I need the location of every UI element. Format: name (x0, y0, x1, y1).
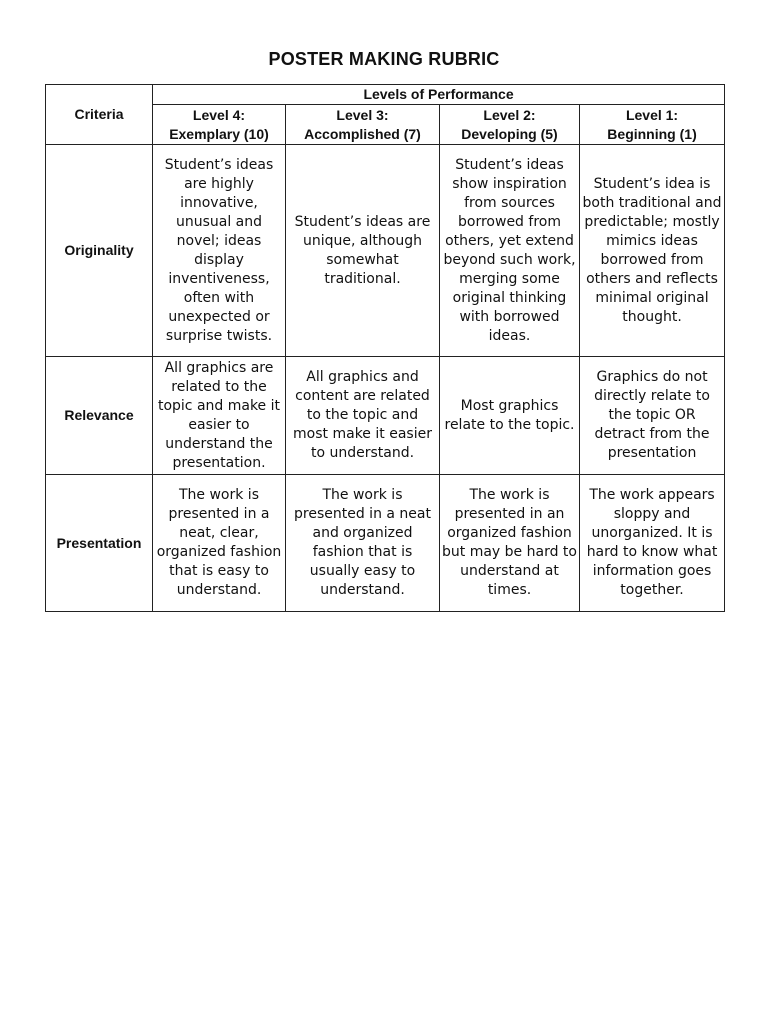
relevance-level-4-cell: All graphics are related to the topic and make it easier to understand the presentation. (153, 357, 286, 475)
relevance-level-3-cell: All graphics and content are related to the topic and most make it easier to understand. (286, 357, 440, 475)
level-2-line1: Level 2: (483, 106, 536, 123)
presentation-level-4-cell: The work is presented in a neat, clear, organized fashion that is easy to understand. (153, 475, 286, 612)
level-4-line1: Level 4: (192, 106, 246, 123)
level-1-line2: Beginning (1) (607, 125, 697, 142)
level-1-line1: Level 1: (625, 106, 679, 123)
level-3-header (286, 105, 440, 145)
level-3-line1: Level 3: (336, 106, 389, 123)
criteria-header: Criteria (46, 85, 153, 145)
table-row-originality (46, 145, 725, 357)
level-4-line2: Exemplary (10) (169, 125, 269, 142)
criterion-originality: Originality (46, 145, 153, 357)
level-2-line2: Developing (5) (461, 125, 558, 142)
levels-of-performance-header: Levels of Performance (153, 85, 725, 105)
level-1-header (580, 105, 725, 145)
originality-level-3-cell: Student’s ideas are unique, although somewhat traditional. (286, 145, 440, 357)
originality-level-1-cell: Student’s idea is both traditional and predictable; mostly mimics ideas borrowed from others and reflects minimal original thought. (580, 145, 725, 357)
presentation-level-3-cell: The work is presented in a neat and organized fashion that is usually easy to understand. (286, 475, 440, 612)
originality-level-4-cell: Student’s ideas are highly innovative, unusual and novel; ideas display inventiveness, often with unexpected or surprise twists. (153, 145, 286, 357)
rubric-table (45, 84, 725, 612)
criterion-presentation: Presentation (46, 475, 153, 612)
presentation-level-2-cell: The work is presented in an organized fashion but may be hard to understand at times. (440, 475, 580, 612)
presentation-level-1-cell: The work appears sloppy and unorganized. It is hard to know what information goes together. (580, 475, 725, 612)
page-title: POSTER MAKING RUBRIC (268, 49, 500, 69)
criterion-relevance: Relevance (46, 357, 153, 475)
relevance-level-2-cell: Most graphics relate to the topic. (440, 357, 580, 475)
level-3-line2: Accomplished (7) (304, 125, 421, 142)
table-row-relevance (46, 357, 725, 475)
level-4-header (153, 105, 286, 145)
level-2-header (440, 105, 580, 145)
header-row-top (46, 85, 725, 105)
originality-level-2-cell: Student’s ideas show inspiration from sources borrowed from others, yet extend beyond such work, merging some original thinking with borrowed ideas. (440, 145, 580, 357)
table-row-presentation (46, 475, 725, 612)
relevance-level-1-cell: Graphics do not directly relate to the topic OR detract from the presentation (580, 357, 725, 475)
